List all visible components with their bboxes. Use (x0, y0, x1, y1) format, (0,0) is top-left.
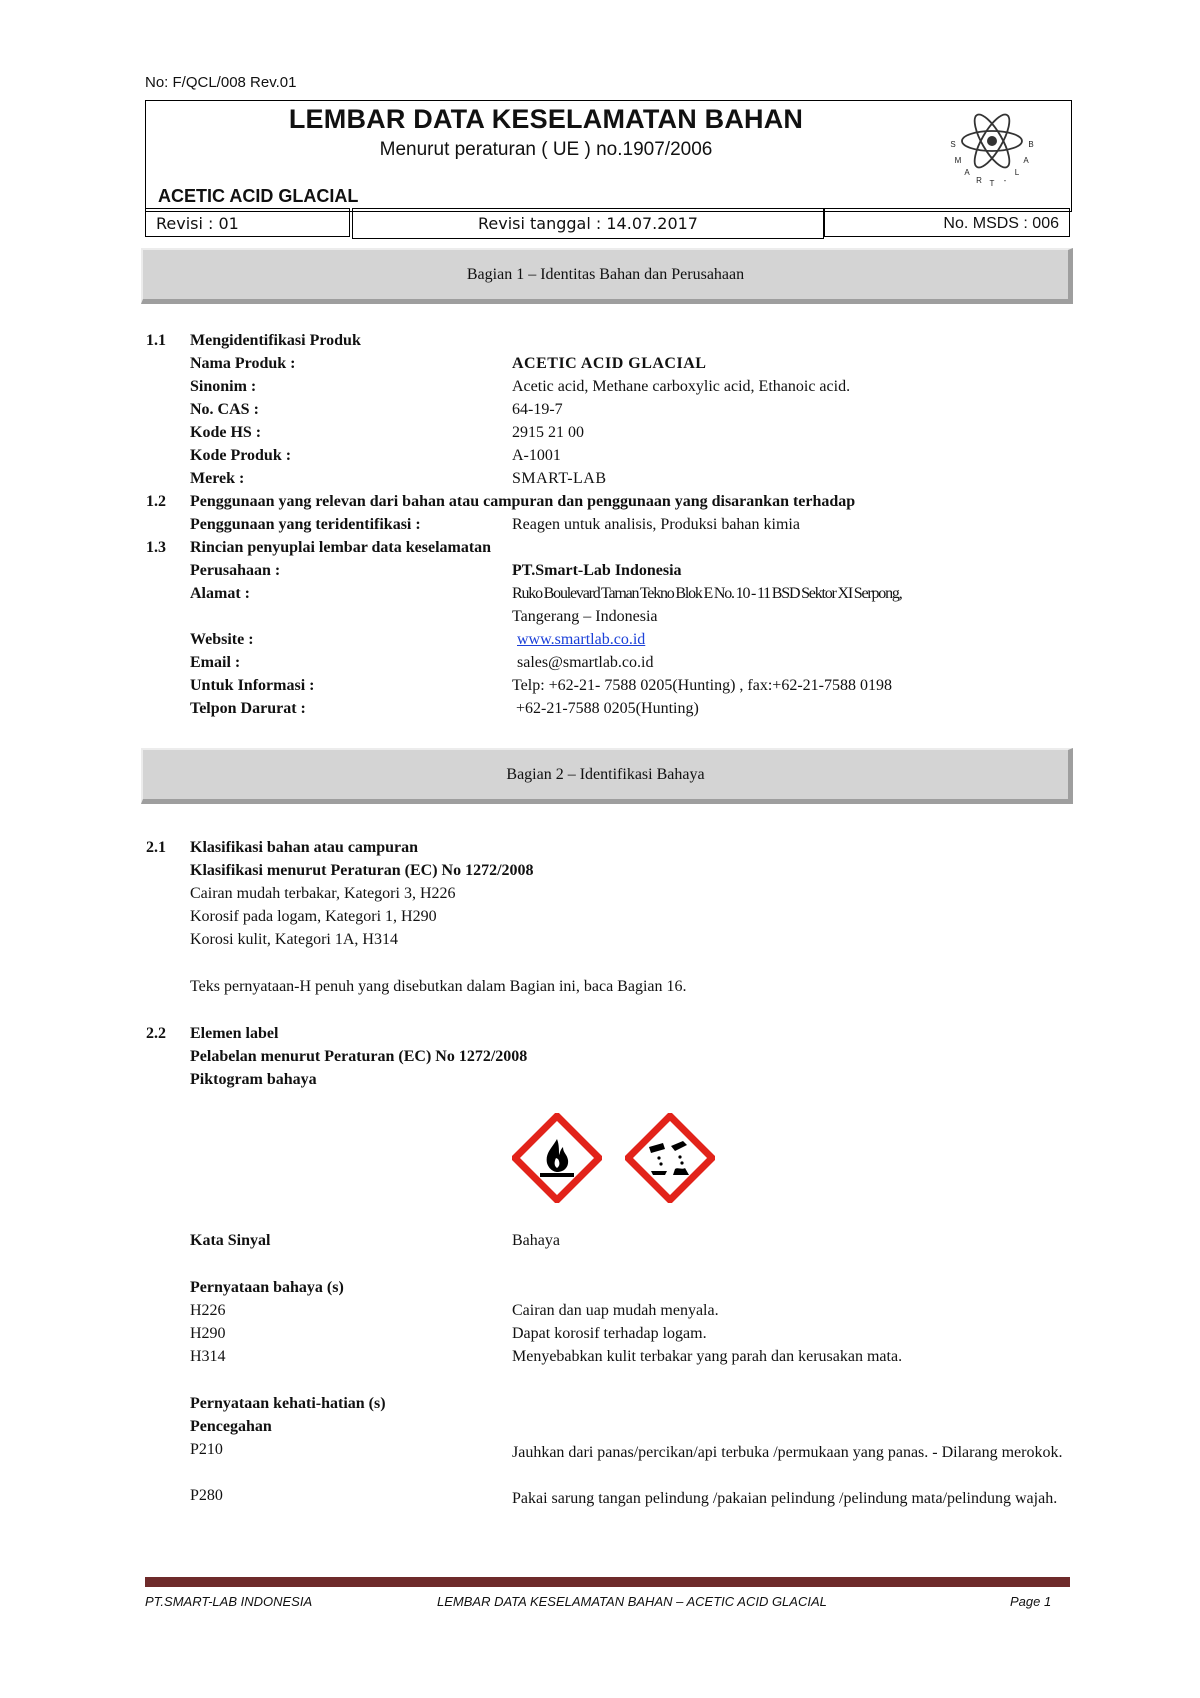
field-label: No. CAS : (190, 401, 259, 418)
field-label: Sinonim : (190, 378, 257, 395)
section-number: 1.2 (146, 493, 166, 510)
logo-letter: A (964, 168, 970, 177)
revision-date: Revisi tanggal : 14.07.2017 (352, 208, 824, 239)
signal-word-label: Kata Sinyal (190, 1232, 271, 1249)
field-label: Perusahaan : (190, 562, 281, 579)
section-number: 2.2 (146, 1025, 166, 1042)
document-number: No: F/QCL/008 Rev.01 (145, 74, 297, 91)
signal-word-value: Bahaya (512, 1232, 560, 1249)
hazard-text: Menyebabkan kulit terbakar yang parah dan kerusakan mata. (512, 1348, 903, 1365)
field-label: Alamat : (190, 585, 250, 602)
corrosive-pictogram-icon (625, 1113, 715, 1203)
logo-letter: L (1014, 168, 1020, 177)
flammable-pictogram-icon (512, 1113, 602, 1203)
footer-company: PT.SMART-LAB INDONESIA (145, 1594, 313, 1609)
pictogram-heading: Piktogram bahaya (190, 1071, 317, 1088)
section-number: 1.3 (146, 539, 166, 556)
website-link[interactable]: www.smartlab.co.id (517, 631, 646, 648)
field-label: Email : (190, 654, 241, 671)
subsection-heading: Elemen label (190, 1025, 279, 1042)
precaution-text: Jauhkan dari panas/percikan/api terbuka /permukaan yang panas. - Dilarang merokok. (512, 1444, 1063, 1461)
regulation-subtitle: Menurut peraturan ( UE ) no.1907/2006 (379, 139, 713, 160)
field-label: Kode HS : (190, 424, 262, 441)
precaution-text: Pakai sarung tangan pelindung /pakaian pelindung /pelindung mata/pelindung wajah. (512, 1490, 1058, 1507)
hazard-statements-heading: Pernyataan bahaya (s) (190, 1279, 344, 1296)
address-line-1: Ruko Boulevard Taman Tekno Blok E No. 10 - 11 BSD Sektor XI Serpong, (512, 585, 902, 602)
field-label: Kode Produk : (190, 447, 292, 464)
subsection-heading: Mengidentifikasi Produk (190, 332, 361, 349)
msds-number: No. MSDS : 006 (824, 208, 1070, 237)
field-label: Nama Produk : (190, 355, 296, 372)
hazard-text: Dapat korosif terhadap logam. (512, 1325, 707, 1342)
hazard-code: H226 (190, 1302, 226, 1319)
section-1-header: Bagian 1 – Identitas Bahan dan Perusahaan (141, 248, 1073, 304)
hazard-note: Teks pernyataan-H penuh yang disebutkan dalam Bagian ini, baca Bagian 16. (190, 978, 687, 995)
logo-letter: S (950, 140, 956, 149)
address-line-2: Tangerang – Indonesia (512, 608, 658, 625)
email-value: sales@smartlab.co.id (517, 654, 654, 671)
logo-letter: R (976, 176, 982, 185)
logo-letter: B (1028, 140, 1034, 149)
synonym-value: Acetic acid, Methane carboxylic acid, Ethanoic acid. (512, 378, 851, 395)
field-label: Merek : (190, 470, 245, 487)
brand-value: SMART-LAB (512, 470, 607, 487)
regulation-heading: Pelabelan menurut Peraturan (EC) No 1272/2008 (190, 1048, 528, 1065)
product-title: ACETIC ACID GLACIAL (158, 186, 359, 206)
field-label: Untuk Informasi : (190, 677, 315, 694)
field-label: Penggunaan yang teridentifikasi : (190, 516, 421, 533)
logo-letter: A (1023, 156, 1029, 165)
logo-letter: - (1003, 176, 1007, 185)
field-label: Telpon Darurat : (190, 700, 306, 717)
document-title: LEMBAR DATA KESELAMATAN BAHAN (288, 104, 804, 134)
hazard-code: H290 (190, 1325, 226, 1342)
footer-document-title: LEMBAR DATA KESELAMATAN BAHAN – ACETIC ACID GLACIAL (437, 1594, 827, 1609)
cas-value: 64-19-7 (512, 401, 563, 418)
footer-divider (145, 1577, 1070, 1587)
classification-item: Cairan mudah terbakar, Kategori 3, H226 (190, 885, 456, 902)
product-name-value: ACETIC ACID GLACIAL (512, 355, 707, 372)
logo-letter: T (989, 179, 995, 188)
subsection-heading: Rincian penyuplai lembar data keselamatan (190, 539, 492, 556)
hazard-text: Cairan dan uap mudah menyala. (512, 1302, 719, 1319)
classification-item: Korosif pada logam, Kategori 1, H290 (190, 908, 437, 925)
classification-item: Korosi kulit, Kategori 1A, H314 (190, 931, 398, 948)
info-contact-value: Telp: +62-21- 7588 0205(Hunting) , fax:+62-21-7588 0198 (512, 677, 892, 694)
section-number: 1.1 (146, 332, 166, 349)
field-label: Website : (190, 631, 254, 648)
section-2-header: Bagian 2 – Identifikasi Bahaya (141, 748, 1073, 804)
hazard-code: H314 (190, 1348, 226, 1365)
section-number: 2.1 (146, 839, 166, 856)
precaution-code: P210 (190, 1441, 223, 1458)
subsection-heading: Penggunaan yang relevan dari bahan atau campuran dan penggunaan yang disarankan terhadap (190, 493, 856, 510)
emergency-phone-value: +62-21-7588 0205(Hunting) (516, 700, 699, 717)
precaution-heading: Pernyataan kehati-hatian (s) (190, 1395, 386, 1412)
logo-letter: M (954, 156, 962, 165)
subsection-heading: Klasifikasi bahan atau campuran (190, 839, 419, 856)
company-value: PT.Smart-Lab Indonesia (512, 562, 682, 579)
footer-page-number: Page 1 (1010, 1594, 1052, 1609)
revision-number: Revisi : 01 (145, 208, 350, 237)
identified-use-value: Reagen untuk analisis, Produksi bahan kimia (512, 516, 800, 533)
smart-lab-logo (933, 103, 1051, 195)
regulation-heading: Klasifikasi menurut Peraturan (EC) No 1272/2008 (190, 862, 534, 879)
prevention-heading: Pencegahan (190, 1418, 272, 1435)
precaution-code: P280 (190, 1487, 223, 1504)
revision-row (145, 208, 1070, 239)
document-header (145, 100, 1072, 212)
product-code-value: A-1001 (512, 447, 561, 464)
hs-code-value: 2915 21 00 (512, 424, 584, 441)
